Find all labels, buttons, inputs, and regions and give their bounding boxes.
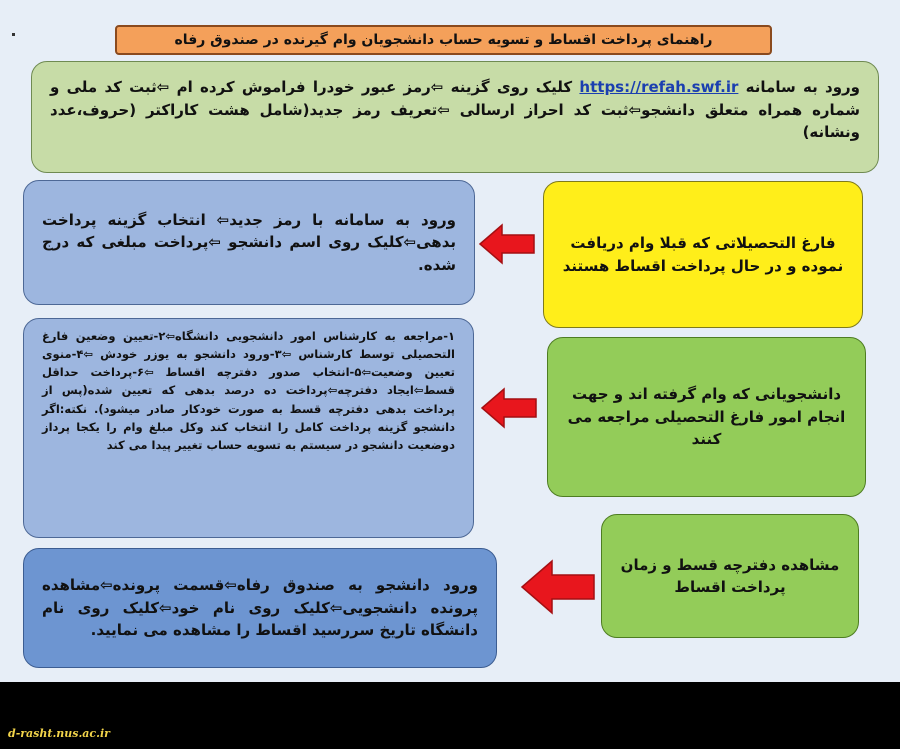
graduates-paying-box [543,181,863,328]
graduating-students-text: دانشجویانی که وام گرفته اند و جهت انجام امور فارغ التحصیلی مراجعه می کنند [567,385,846,449]
graduates-paying-text: فارغ التحصیلاتی که قبلا وام دریافت نموده و در حال پرداخت اقساط هستند [562,234,844,275]
view-installments-text: مشاهده دفترچه قسط و زمان پرداخت اقساط [620,555,840,596]
view-installments-steps-box [23,548,497,668]
view-installments-box [601,514,859,638]
arrow-left-icon-1 [478,222,536,266]
graduating-students-box [547,337,866,497]
login-steps: کلیک روی گزینه ⇦رمز عبور خودرا فراموش کرده ام ⇦ثبت کد ملی و شماره همراه متعلق دانشجو⇦ثبت کد احراز ارسالی ⇦تعریف رمز جدید(شامل هشت کاراکتر (حروف،عدد ونشانه) [50,78,860,141]
page-title-text: راهنمای پرداخت اقساط و تسویه حساب دانشجویان وام گیرنده در صندوق رفاه [174,32,713,48]
arrow-left-icon-2 [480,386,538,430]
clearance-steps-text: ۱-مراجعه به کارشناس امور دانشجویی دانشگاه⇦۲-تعیین وضعین فارغ التحصیلی توسط کارشناس ⇦۳-ورود دانشجو به یوزر خودش ⇦۴-منوی تعیین وضعیت⇦۵-انتخاب صدور دفترچه اقساط ⇦۶-پرداخت حداقل قسط⇦ایجاد دفترچه⇦پرداخت ده درصد بدهی که تعیین شده(پس از پرداخت بدهی دفترچه قسط به صورت خودکار صادر میشود). نکته:اگر دانشجو گزینه پرداخت کامل را انتخاب کند وکل مبلغ وام را یکجا پرداز دوضعیت دانشجو در سیستم به تسویه حساب تغییر پیدا می کند [42,329,456,452]
view-installments-steps-text: ورود دانشجو به صندوق رفاه⇦قسمت پرونده⇦مشاهده پرونده دانشجویی⇦کلیک روی نام خود⇦کلیک روی نام دانشگاه تاریخ سررسید اقساط را مشاهده می نمایید. [42,576,478,640]
payment-steps-box [23,180,475,305]
page-title [115,25,772,55]
corner-dot [12,33,15,36]
refah-link[interactable]: https://refah.swf.ir [579,78,739,96]
payment-steps-text: ورود به سامانه با رمز جدید⇦ انتخاب گزینه پرداخت بدهی⇦کلیک روی اسم دانشجو ⇦پرداخت مبلغی که درج شده. [42,210,456,274]
footer-url: d-rasht.nus.ac.ir [8,727,110,740]
login-instructions-box [31,61,879,173]
clearance-steps-box [23,318,474,538]
arrow-left-icon-3 [520,558,596,616]
login-prefix: ورود به سامانه [745,78,860,96]
